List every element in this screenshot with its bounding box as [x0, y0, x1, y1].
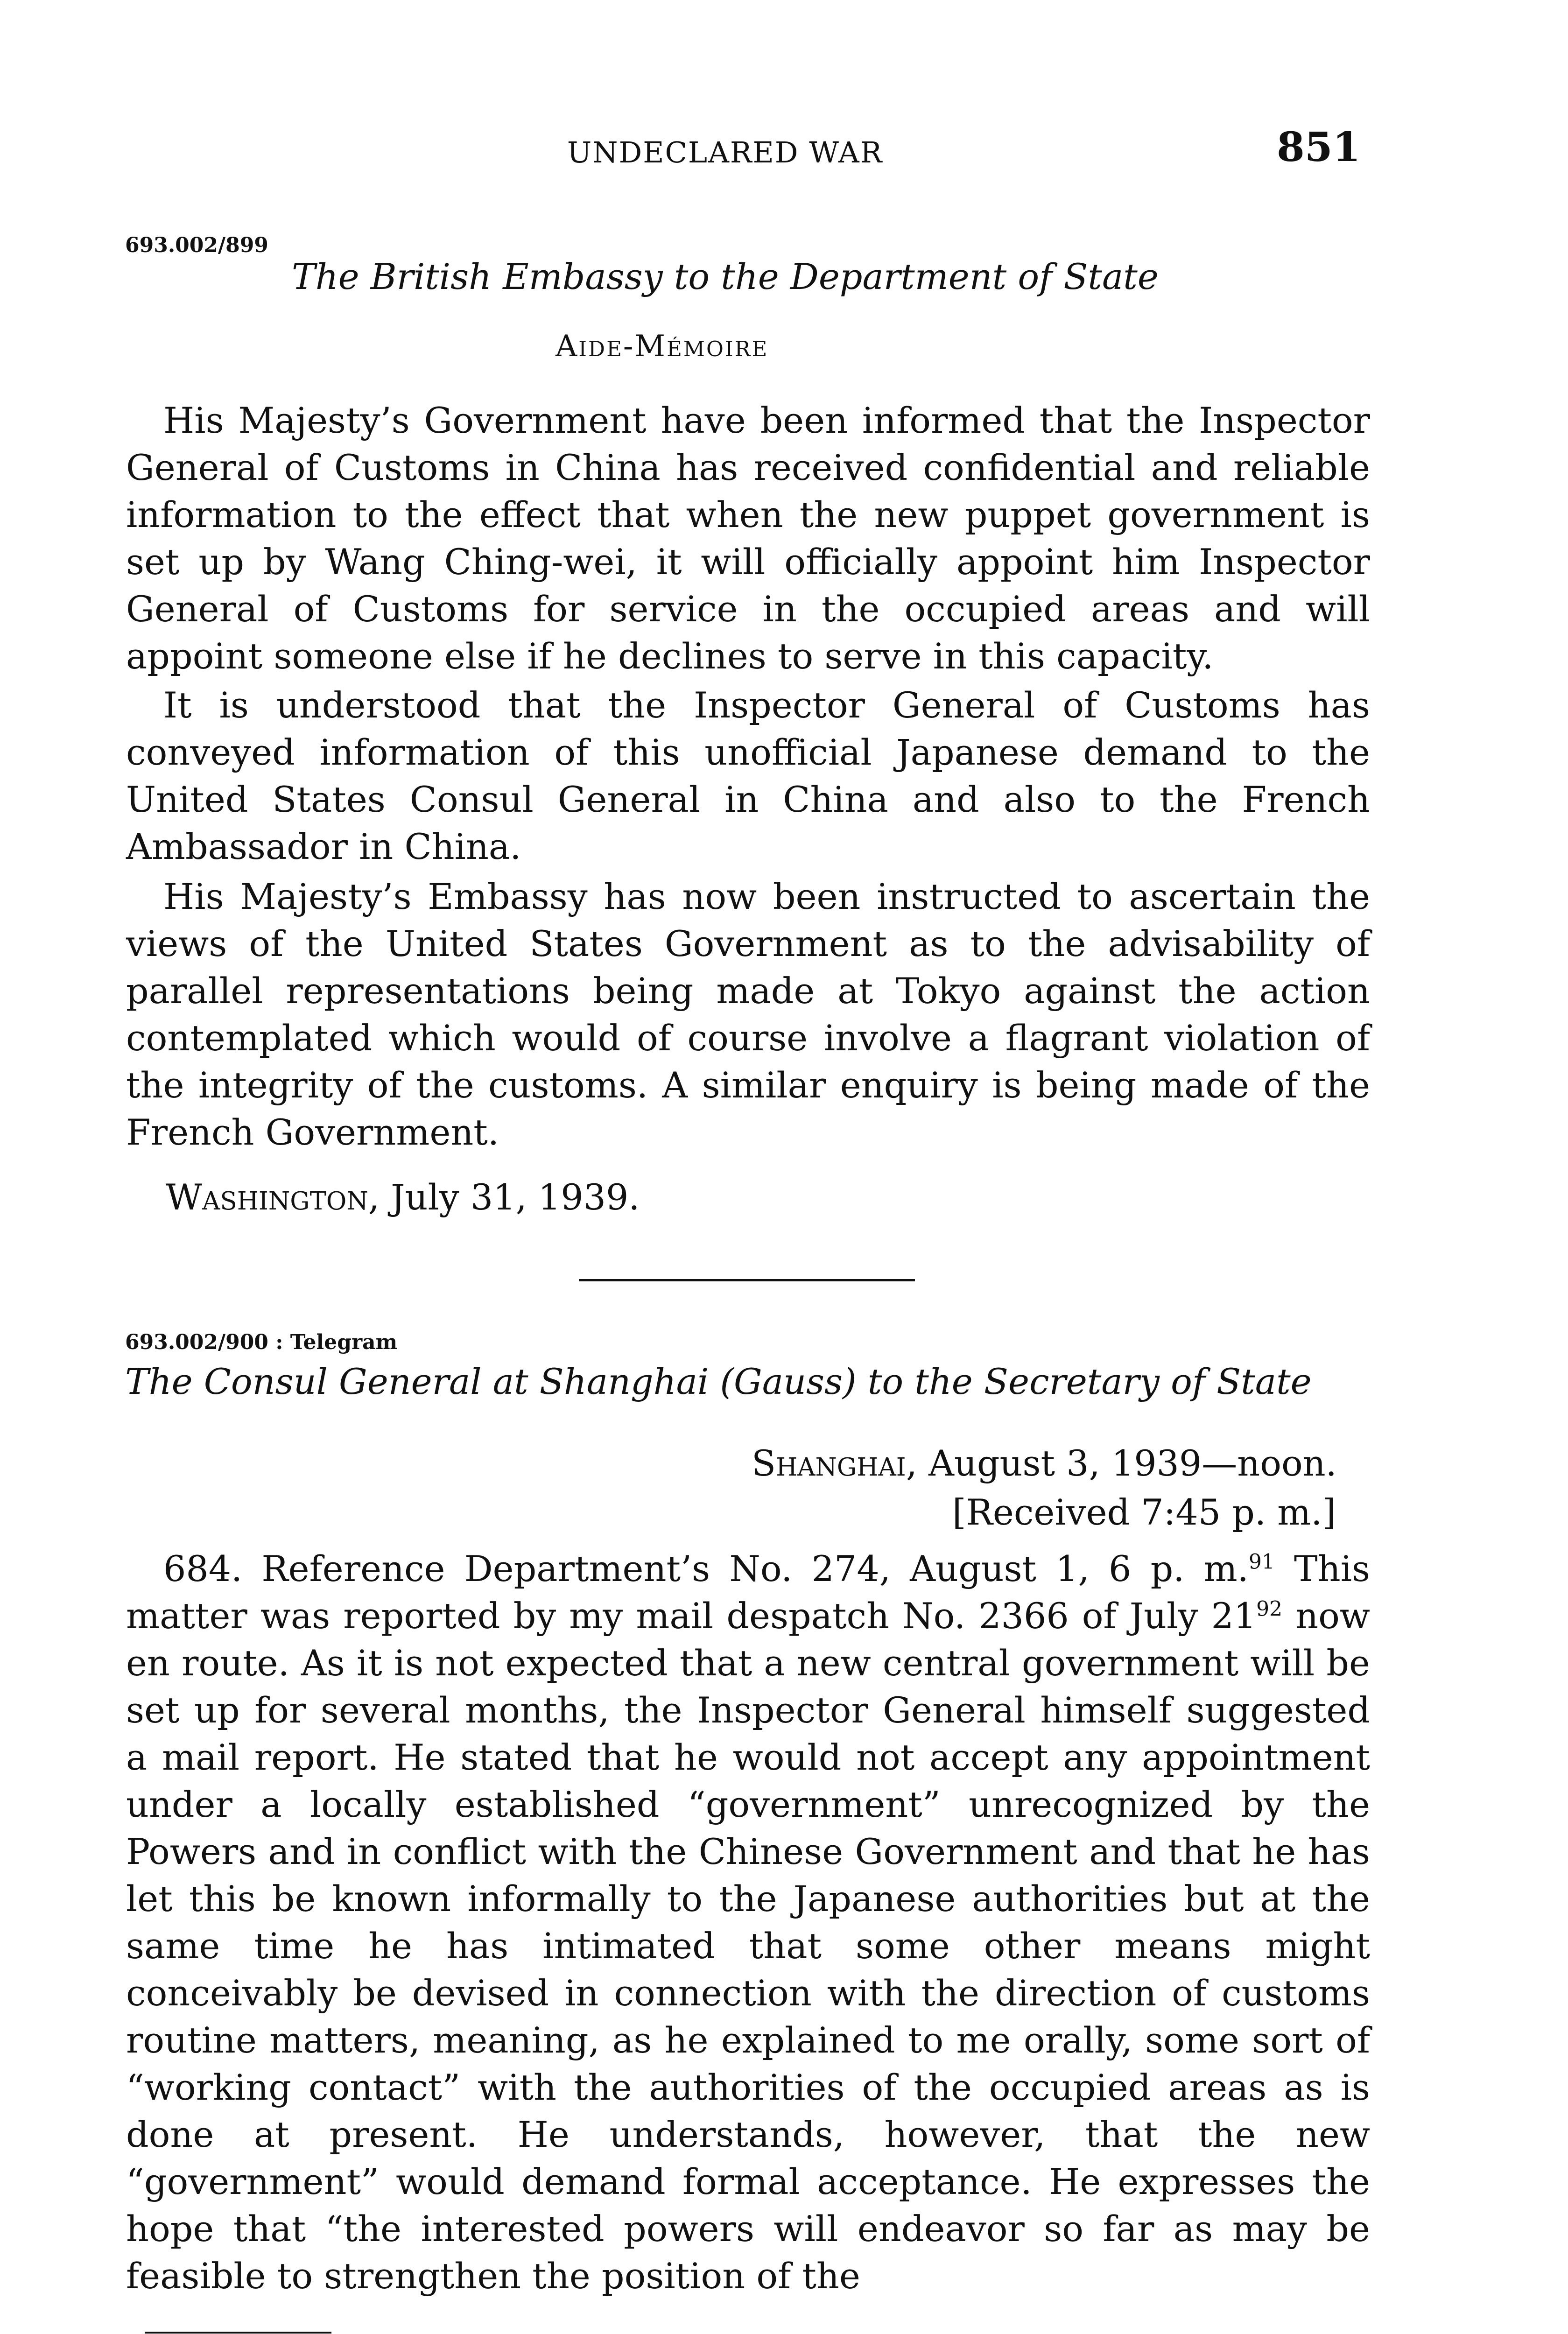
file-reference-2: 693.002/900 : Telegram: [125, 1330, 398, 1354]
document-1-paragraph-3: His Majesty’s Embassy has now been instructed to ascertain the views of the United States Government as to the advisability of parallel representations being made at Tokyo against the action contemplated which would of course involve a flagrant violation of the integrity of the customs. A similar enquiry is being made of the French Government.: [126, 876, 1370, 1153]
dateline-place: Shanghai,: [752, 1442, 917, 1484]
dateline-place: Washington,: [166, 1176, 380, 1218]
document-1-paragraph-1: His Majesty’s Government have been informed that the Inspector General of Customs in China has received confidential and reliable information to the effect that when the new puppet government is set up by Wang Ching-wei, it will officially appoint him Inspector General of Customs for service in the occupied areas and will appoint someone else if he declines to serve in this capacity.: [126, 400, 1370, 677]
document-1-title: The British Embassy to the Department of State: [292, 256, 1159, 297]
page-number: 851: [1277, 124, 1361, 171]
footnote-ref-92: 92: [1256, 1597, 1283, 1621]
body-part-3: now en route. As it is not expected that a new central government will be set up for several months, the Inspector General himself suggested a mail report. He stated that he would not accept any appointment under a locally established “government” unrecognized by the Powers and in conflict with the Chinese Government and that he has let this be known informally to the Japanese authorities but at the same time he has intimated that some other means might conceivably be devised in connection with the direction of customs routine matters, meaning, as he explained to me orally, some sort of “working contact” with the authorities of the occupied areas as is done at present. He understands, however, that the new “government” would demand formal acceptance. He expresses the hope that “the interested powers will endeavor so far as may be feasible to strengthen the position of the: [126, 1595, 1370, 2297]
body-part-2: This matter was reported by my mail despatch No. 2366 of July 21: [126, 1548, 1371, 1637]
footnote-rule: [145, 2332, 331, 2334]
running-head: UNDECLARED WAR: [567, 135, 883, 169]
section-divider: [579, 1279, 915, 1281]
body-part-1: 684. Reference Department’s No. 274, August 1, 6 p. m.: [163, 1548, 1249, 1589]
document-2-title: The Consul General at Shanghai (Gauss) to the Secretary of State: [125, 1361, 1312, 1402]
dateline-date: July 31, 1939.: [391, 1176, 640, 1218]
document-2-body: [126, 1545, 1370, 2299]
footnote-ref-91: 91: [1248, 1550, 1275, 1574]
document-1-dateline: [166, 1176, 640, 1218]
document-1-paragraph-2: It is understood that the Inspector General of Customs has conveyed information of this unofficial Japanese demand to the United States Consul General in China and also to the French Ambassador in China.: [126, 684, 1370, 867]
document-1-kind: Aide-Mémoire: [555, 329, 769, 364]
dateline-date: August 3, 1939—noon.: [928, 1442, 1337, 1484]
document-2-received: [Received 7:45 p. m.]: [952, 1491, 1336, 1533]
document-2-dateline: [752, 1442, 1337, 1484]
file-reference-1: 693.002/899: [125, 233, 268, 257]
